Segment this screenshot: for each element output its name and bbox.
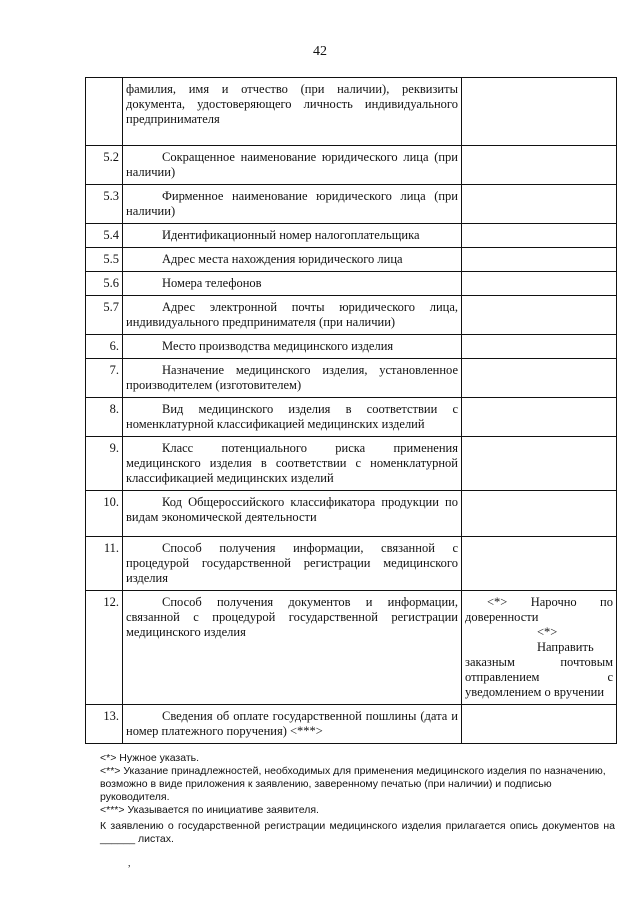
row-value-cell xyxy=(462,248,617,272)
delivery-option-line3: <*> Направить xyxy=(537,625,594,654)
row-value-cell xyxy=(462,491,617,537)
row-value-cell xyxy=(462,335,617,359)
row-value-cell xyxy=(462,537,617,591)
table-row xyxy=(86,78,617,146)
row-description: Способ получения информации, связанной с процедурой государственной регистрации медицинского изделия xyxy=(123,537,462,591)
delivery-option-line6: уведомлением о вручении xyxy=(465,685,605,699)
row-number: 6. xyxy=(86,335,123,359)
footnotes xyxy=(100,752,615,846)
row-description: Способ получения документов и информации, связанной с процедурой государственной регистрации медицинского изделия xyxy=(123,591,462,705)
row-description: Код Общероссийского классификатора продукции по видам экономической деятельности xyxy=(123,491,462,537)
row-value-cell xyxy=(462,146,617,185)
table-row xyxy=(86,146,617,185)
row-value-cell xyxy=(462,296,617,335)
row-description: Назначение медицинского изделия, установленное производителем (изготовителем) xyxy=(123,359,462,398)
row-number: 12. xyxy=(86,591,123,705)
delivery-option-line5: отправлением с xyxy=(465,670,613,684)
table-row xyxy=(86,537,617,591)
table-row xyxy=(86,224,617,248)
row-number: 13. xyxy=(86,705,123,744)
row-description: Идентификационный номер налогоплательщика xyxy=(123,224,462,248)
table-row xyxy=(86,705,617,744)
table-row xyxy=(86,335,617,359)
row-number xyxy=(86,78,123,146)
table-row xyxy=(86,272,617,296)
page-number: 42 xyxy=(313,44,327,59)
row-number: 5.2 xyxy=(86,146,123,185)
table-row xyxy=(86,248,617,272)
row-number: 5.6 xyxy=(86,272,123,296)
row-value-cell xyxy=(462,437,617,491)
row-value-cell xyxy=(462,398,617,437)
row-number: 5.5 xyxy=(86,248,123,272)
footnote-3: <***> Указывается по инициативе заявителя. xyxy=(100,804,319,816)
row-description: Адрес места нахождения юридического лица xyxy=(123,248,462,272)
row-number: 7. xyxy=(86,359,123,398)
footnote-2: <**> Указание принадлежностей, необходимых для применения медицинского изделия по назначению, возможно в виде приложения к заявлению, заверенному печатью (при наличии) и подписью руководителя. xyxy=(100,765,606,803)
row-description: Фирменное наименование юридического лица (при наличии) xyxy=(123,185,462,224)
row-number: 5.7 xyxy=(86,296,123,335)
row-value-cell xyxy=(462,272,617,296)
row-value-cell xyxy=(462,185,617,224)
row-description: Сокращенное наименование юридического лица (при наличии) xyxy=(123,146,462,185)
delivery-option-line1: <*> Нарочно по xyxy=(487,595,613,609)
delivery-option-line2: доверенности xyxy=(465,610,539,624)
row-number: 8. xyxy=(86,398,123,437)
row-number: 11. xyxy=(86,537,123,591)
table-row xyxy=(86,491,617,537)
row-value-cell xyxy=(462,591,617,705)
row-number: 9. xyxy=(86,437,123,491)
row-value-cell xyxy=(462,78,617,146)
table-row xyxy=(86,591,617,705)
table-body xyxy=(86,78,617,744)
row-value-cell xyxy=(462,705,617,744)
footnote-1: <*> Нужное указать. xyxy=(100,752,200,764)
table-row xyxy=(86,296,617,335)
row-value-cell xyxy=(462,224,617,248)
delivery-option-line4: заказным почтовым xyxy=(465,655,613,669)
table-row xyxy=(86,398,617,437)
row-description: Место производства медицинского изделия xyxy=(123,335,462,359)
row-description: фамилия, имя и отчество (при наличии), реквизиты документа, удостоверяющего личность индивидуального предпринимателя xyxy=(123,78,462,146)
row-value-cell xyxy=(462,359,617,398)
row-description: Сведения об оплате государственной пошлины (дата и номер платежного поручения) <***> xyxy=(123,705,462,744)
row-number: 10. xyxy=(86,491,123,537)
row-description: Номера телефонов xyxy=(123,272,462,296)
stray-mark: , xyxy=(128,858,131,869)
row-number: 5.4 xyxy=(86,224,123,248)
registration-form-table xyxy=(85,77,617,744)
table-row xyxy=(86,359,617,398)
attachment-note: К заявлению о государственной регистрации медицинского изделия прилагается опись документов на ______ листах. xyxy=(100,820,615,845)
row-number: 5.3 xyxy=(86,185,123,224)
table-row xyxy=(86,437,617,491)
row-description: Класс потенциального риска применения медицинского изделия в соответствии с номенклатурной классификацией медицинских изделий xyxy=(123,437,462,491)
table-row xyxy=(86,185,617,224)
row-description: Адрес электронной почты юридического лица, индивидуального предпринимателя (при наличии) xyxy=(123,296,462,335)
row-description: Вид медицинского изделия в соответствии с номенклатурной классификацией медицинских изделий xyxy=(123,398,462,437)
